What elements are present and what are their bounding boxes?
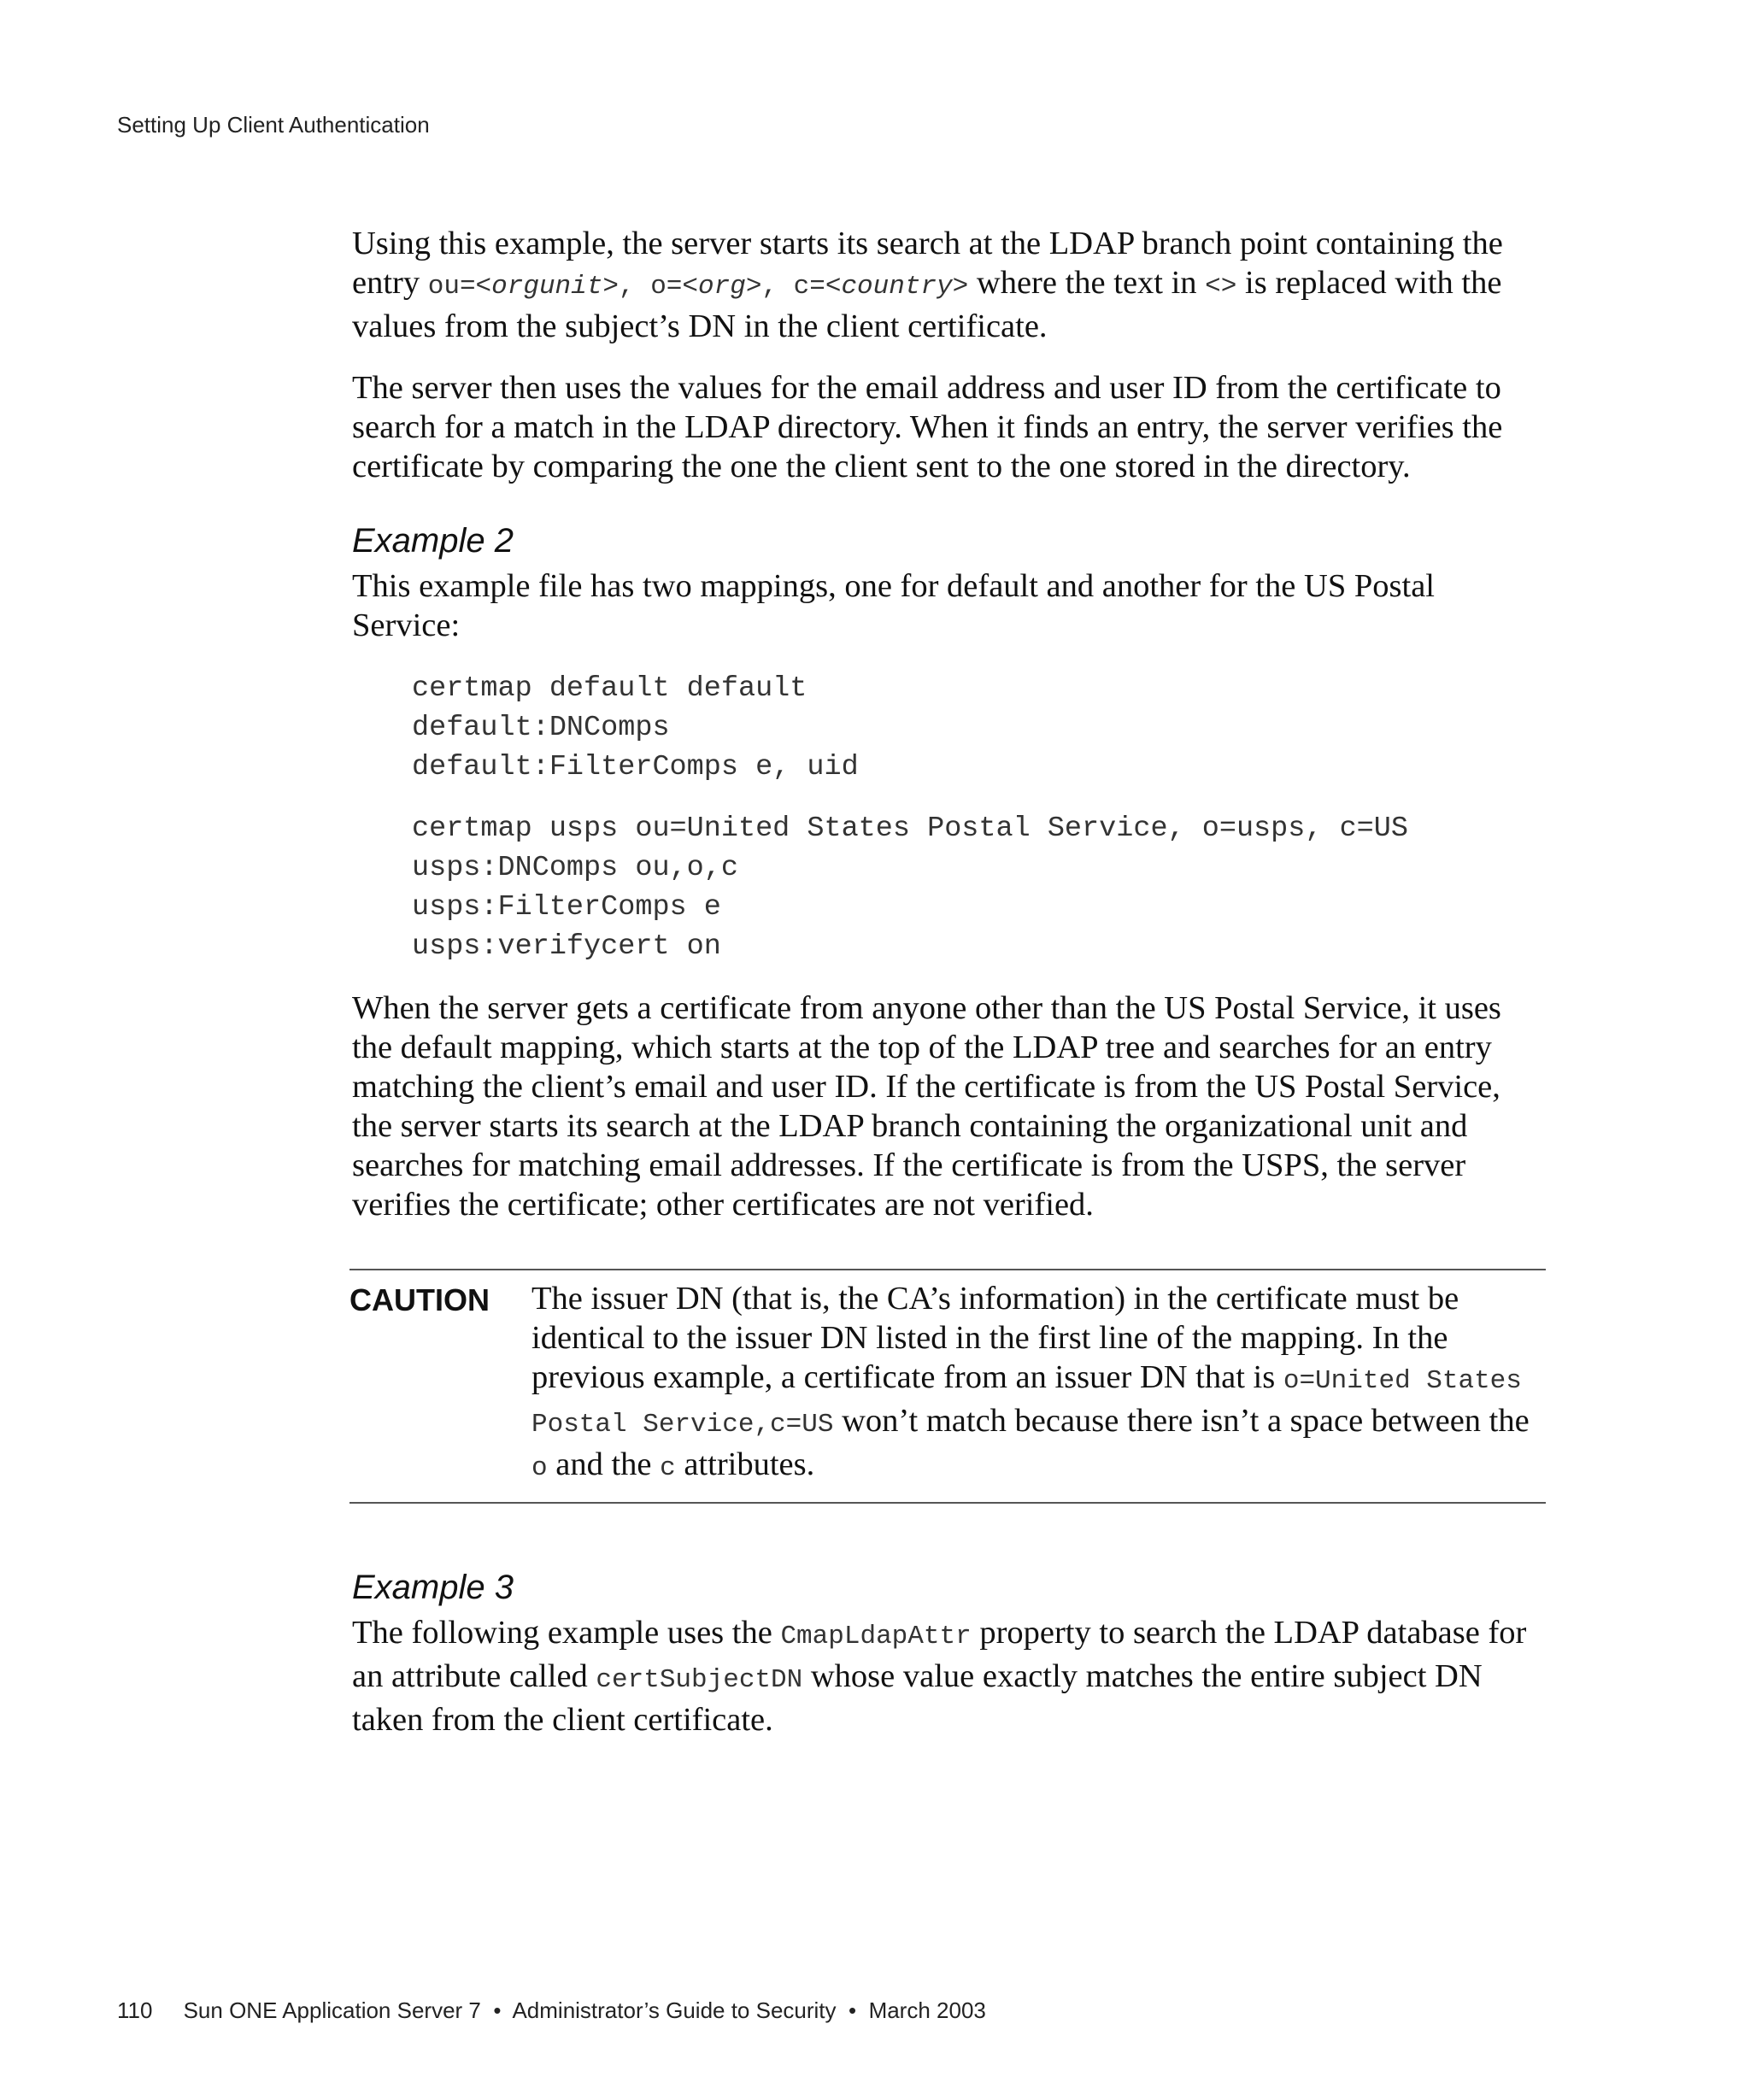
text: where the text in (968, 265, 1206, 301)
inline-code: o (531, 1453, 548, 1483)
inline-code: , o= (618, 272, 683, 302)
footer-separator: • (849, 1997, 857, 2023)
paragraph-ldap-branch (352, 224, 1548, 346)
code-line: default:FilterComps e, uid (412, 751, 859, 783)
code-line: certmap usps ou=United States Postal Service, o=usps, c=US (412, 812, 1408, 845)
inline-code: certSubjectDN (596, 1665, 803, 1695)
page-footer (117, 1997, 986, 2024)
code-line: default:DNComps (412, 712, 670, 744)
footer-separator: • (493, 1997, 502, 2023)
text: property to search the LDAP database for an attribute called (352, 1615, 1527, 1694)
inline-code: CmapLdapAttr (780, 1622, 972, 1651)
inline-code: <> (1205, 272, 1237, 302)
text: whose value exactly matches the entire subject DN taken from the client certificate. (352, 1658, 1483, 1738)
text: and the (547, 1446, 661, 1482)
example-3-text (352, 1613, 1548, 1739)
inline-code: o=United States Postal Service,c=US (531, 1366, 1522, 1440)
guide-title: Administrator’s Guide to Security (512, 1997, 837, 2023)
example-2-heading: Example 2 (352, 522, 514, 560)
inline-code-placeholder: <org> (682, 272, 762, 302)
page-body (349, 224, 1548, 1762)
text: The issuer DN (that is, the CA’s information) in the certificate must be identical to the issuer DN listed in the first line of the mapping. In the previous example, a certificate from an issuer DN that is (531, 1281, 1459, 1395)
text: attributes. (675, 1446, 815, 1482)
inline-code-placeholder: <orgunit> (475, 272, 619, 302)
book-title: Sun ONE Application Server 7 (183, 1997, 481, 2023)
text: Using this example, the server starts its search at the LDAP branch point containing the entry (352, 226, 1503, 301)
inline-code-placeholder: <country> (825, 272, 969, 302)
caution-text (531, 1279, 1546, 1488)
code-line: usps:DNComps ou,o,c (412, 852, 738, 884)
page-number: 110 (117, 1997, 153, 2023)
inline-code: ou= (427, 272, 476, 302)
text: won’t match because there isn’t a space between the (833, 1403, 1530, 1439)
publication-date: March 2003 (868, 1997, 986, 2023)
example-3-heading: Example 3 (352, 1569, 514, 1606)
code-line: usps:FilterComps e (412, 891, 721, 924)
example-2-intro: This example file has two mappings, one for default and another for the US Postal Service: (352, 568, 1435, 643)
example-2-explanation: When the server gets a certificate from anyone other than the US Postal Service, it uses the default mapping, which starts at the top of the LDAP tree and searches for an entry matching the client’s email and user ID. If the certificate is from the US Postal Service, the server starts its search at the LDAP branch containing the organizational unit and searches for matching email addresses. If the certificate is from the USPS, the server verifies the certificate; other certificates are not verified. (352, 990, 1501, 1223)
running-header: Setting Up Client Authentication (117, 112, 430, 138)
code-block-default-mapping (412, 669, 1548, 787)
caution-label: CAUTION (349, 1282, 490, 1317)
paragraph-server-verifies: The server then uses the values for the email address and user ID from the certificate to search for a match in the LDAP directory. When it finds an entry, the server verifies the certificate by comparing the one the client sent to the one stored in the directory. (352, 370, 1503, 484)
code-line: certmap default default (412, 672, 807, 705)
text: is replaced with the values from the subject’s DN in the client certificate. (352, 265, 1502, 344)
code-line: usps:verifycert on (412, 930, 721, 963)
inline-code: , c= (761, 272, 825, 302)
text: The following example uses the (352, 1615, 781, 1651)
code-block-usps-mapping (412, 809, 1548, 966)
caution-box (349, 1269, 1546, 1504)
inline-code: c (660, 1453, 676, 1483)
